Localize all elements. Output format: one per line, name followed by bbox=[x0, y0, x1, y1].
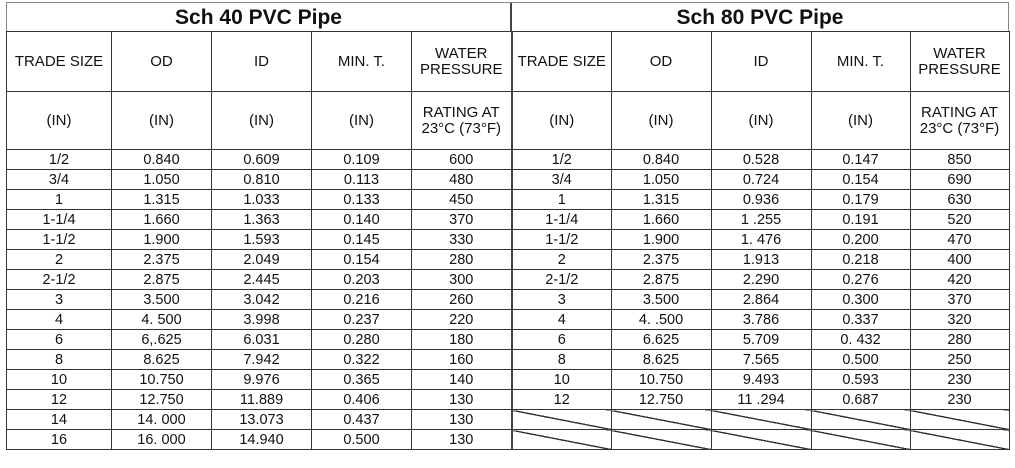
cell-id: 9.493 bbox=[711, 370, 811, 390]
cell-id: 11.889 bbox=[212, 390, 312, 410]
cell-id: 5.709 bbox=[711, 330, 811, 350]
cell-water-pressure: 420 bbox=[910, 270, 1009, 290]
cell-water-pressure: 130 bbox=[412, 390, 512, 410]
cell-id: 1.913 bbox=[711, 250, 811, 270]
cell-id: 1.593 bbox=[212, 230, 312, 250]
cell-id: 2.445 bbox=[212, 270, 312, 290]
cell-trade-size: 4 bbox=[7, 310, 112, 330]
table-row bbox=[512, 350, 1009, 370]
cell-water-pressure: 630 bbox=[910, 190, 1009, 210]
table-row bbox=[7, 250, 512, 270]
cell-id: 2.864 bbox=[711, 290, 811, 310]
cell-od: 12.750 bbox=[112, 390, 212, 410]
cell-min-t: 0.500 bbox=[312, 430, 412, 450]
cell-trade-size: 1-1/4 bbox=[512, 210, 611, 230]
cell-water-pressure: 600 bbox=[412, 150, 512, 170]
cell-water-pressure: 400 bbox=[910, 250, 1009, 270]
cell-min-t: 0.154 bbox=[312, 250, 412, 270]
sch80-title: Sch 80 PVC Pipe bbox=[512, 3, 1009, 32]
cell-water-pressure: 520 bbox=[910, 210, 1009, 230]
table-row bbox=[512, 170, 1009, 190]
cell-od: 1.900 bbox=[112, 230, 212, 250]
empty-hatched-cell bbox=[611, 410, 711, 430]
cell-water-pressure: 260 bbox=[412, 290, 512, 310]
cell-id: 0.609 bbox=[212, 150, 312, 170]
cell-min-t: 0.500 bbox=[811, 350, 910, 370]
cell-water-pressure: 480 bbox=[412, 170, 512, 190]
table-row bbox=[512, 150, 1009, 170]
table-row bbox=[512, 210, 1009, 230]
cell-od: 14. 000 bbox=[112, 410, 212, 430]
cell-min-t: 0.437 bbox=[312, 410, 412, 430]
cell-id: 2.049 bbox=[212, 250, 312, 270]
cell-id: 0.724 bbox=[711, 170, 811, 190]
cell-od: 8.625 bbox=[112, 350, 212, 370]
cell-trade-size: 1-1/4 bbox=[7, 210, 112, 230]
cell-trade-size: 12 bbox=[7, 390, 112, 410]
unit-od: (IN) bbox=[611, 92, 711, 150]
table-row bbox=[512, 270, 1009, 290]
cell-water-pressure: 330 bbox=[412, 230, 512, 250]
header-min-t: MIN. T. bbox=[811, 32, 910, 92]
table-row bbox=[512, 250, 1009, 270]
cell-trade-size: 14 bbox=[7, 410, 112, 430]
cell-id: 0.810 bbox=[212, 170, 312, 190]
cell-trade-size: 1-1/2 bbox=[512, 230, 611, 250]
sch80-table bbox=[511, 31, 1010, 450]
empty-hatched-cell bbox=[910, 410, 1009, 430]
table-row bbox=[7, 210, 512, 230]
table-row bbox=[7, 150, 512, 170]
table-row bbox=[7, 410, 512, 430]
cell-trade-size: 16 bbox=[7, 430, 112, 450]
sch80-units-row bbox=[512, 92, 1009, 150]
header-water-pressure: WATER PRESSURE bbox=[910, 32, 1009, 92]
empty-hatched-cell bbox=[512, 410, 611, 430]
table-row bbox=[7, 170, 512, 190]
cell-trade-size: 1 bbox=[512, 190, 611, 210]
cell-id: 14.940 bbox=[212, 430, 312, 450]
cell-water-pressure: 370 bbox=[910, 290, 1009, 310]
table-row bbox=[512, 230, 1009, 250]
empty-hatched-cell bbox=[811, 430, 910, 450]
header-id: ID bbox=[711, 32, 811, 92]
unit-water-pressure: RATING AT 23°C (73°F) bbox=[412, 92, 512, 150]
empty-hatched-cell bbox=[811, 410, 910, 430]
sch40-header-row bbox=[7, 32, 512, 92]
cell-od: 10.750 bbox=[112, 370, 212, 390]
cell-trade-size: 3 bbox=[512, 290, 611, 310]
cell-min-t: 0.322 bbox=[312, 350, 412, 370]
cell-od: 0.840 bbox=[112, 150, 212, 170]
cell-min-t: 0.133 bbox=[312, 190, 412, 210]
empty-hatched-cell bbox=[910, 430, 1009, 450]
unit-id: (IN) bbox=[212, 92, 312, 150]
cell-od: 1.900 bbox=[611, 230, 711, 250]
empty-hatched-cell bbox=[611, 430, 711, 450]
table-row bbox=[7, 290, 512, 310]
cell-min-t: 0.687 bbox=[811, 390, 910, 410]
cell-trade-size: 1-1/2 bbox=[7, 230, 112, 250]
empty-hatched-cell bbox=[711, 410, 811, 430]
cell-water-pressure: 300 bbox=[412, 270, 512, 290]
cell-od: 1.660 bbox=[112, 210, 212, 230]
cell-trade-size: 2-1/2 bbox=[7, 270, 112, 290]
table-row bbox=[7, 330, 512, 350]
table-row bbox=[512, 430, 1009, 450]
cell-trade-size: 3 bbox=[7, 290, 112, 310]
cell-id: 0.936 bbox=[711, 190, 811, 210]
unit-water-pressure: RATING AT 23°C (73°F) bbox=[910, 92, 1009, 150]
cell-od: 1.050 bbox=[112, 170, 212, 190]
cell-trade-size: 8 bbox=[7, 350, 112, 370]
table-row bbox=[7, 230, 512, 250]
cell-min-t: 0.191 bbox=[811, 210, 910, 230]
table-row bbox=[512, 290, 1009, 310]
cell-min-t: 0.140 bbox=[312, 210, 412, 230]
cell-id: 3.998 bbox=[212, 310, 312, 330]
cell-water-pressure: 690 bbox=[910, 170, 1009, 190]
cell-trade-size: 2 bbox=[7, 250, 112, 270]
table-row bbox=[512, 310, 1009, 330]
table-row bbox=[7, 310, 512, 330]
table-row bbox=[512, 370, 1009, 390]
sch40-title: Sch 40 PVC Pipe bbox=[7, 3, 512, 32]
cell-water-pressure: 250 bbox=[910, 350, 1009, 370]
cell-water-pressure: 450 bbox=[412, 190, 512, 210]
cell-id: 1.033 bbox=[212, 190, 312, 210]
cell-od: 1.660 bbox=[611, 210, 711, 230]
cell-trade-size: 10 bbox=[512, 370, 611, 390]
empty-hatched-cell bbox=[512, 430, 611, 450]
table-row bbox=[7, 190, 512, 210]
cell-od: 8.625 bbox=[611, 350, 711, 370]
cell-water-pressure: 130 bbox=[412, 430, 512, 450]
cell-id: 3.042 bbox=[212, 290, 312, 310]
table-row bbox=[512, 390, 1009, 410]
table-row bbox=[512, 190, 1009, 210]
pvc-pipe-spec-sheet bbox=[6, 2, 1008, 463]
cell-min-t: 0.200 bbox=[811, 230, 910, 250]
cell-od: 6,.625 bbox=[112, 330, 212, 350]
cell-water-pressure: 280 bbox=[412, 250, 512, 270]
cell-od: 0.840 bbox=[611, 150, 711, 170]
cell-water-pressure: 230 bbox=[910, 370, 1009, 390]
cell-water-pressure: 220 bbox=[412, 310, 512, 330]
cell-min-t: 0.179 bbox=[811, 190, 910, 210]
table-row bbox=[7, 350, 512, 370]
cell-trade-size: 1/2 bbox=[7, 150, 112, 170]
cell-trade-size: 2-1/2 bbox=[512, 270, 611, 290]
cell-id: 0.528 bbox=[711, 150, 811, 170]
cell-min-t: 0.113 bbox=[312, 170, 412, 190]
cell-trade-size: 8 bbox=[512, 350, 611, 370]
cell-water-pressure: 230 bbox=[910, 390, 1009, 410]
unit-trade-size: (IN) bbox=[512, 92, 611, 150]
cell-id: 1 .255 bbox=[711, 210, 811, 230]
cell-od: 1.050 bbox=[611, 170, 711, 190]
cell-id: 13.073 bbox=[212, 410, 312, 430]
cell-id: 7.565 bbox=[711, 350, 811, 370]
header-trade-size: TRADE SIZE bbox=[7, 32, 112, 92]
cell-od: 1.315 bbox=[611, 190, 711, 210]
cell-min-t: 0.145 bbox=[312, 230, 412, 250]
cell-id: 2.290 bbox=[711, 270, 811, 290]
table-row bbox=[7, 270, 512, 290]
cell-water-pressure: 180 bbox=[412, 330, 512, 350]
cell-od: 4. .500 bbox=[611, 310, 711, 330]
cell-id: 3.786 bbox=[711, 310, 811, 330]
cell-od: 16. 000 bbox=[112, 430, 212, 450]
cell-water-pressure: 140 bbox=[412, 370, 512, 390]
cell-min-t: 0.154 bbox=[811, 170, 910, 190]
cell-min-t: 0.406 bbox=[312, 390, 412, 410]
cell-min-t: 0.203 bbox=[312, 270, 412, 290]
cell-min-t: 0.109 bbox=[312, 150, 412, 170]
cell-trade-size: 6 bbox=[7, 330, 112, 350]
header-water-pressure: WATER PRESSURE bbox=[412, 32, 512, 92]
cell-trade-size: 6 bbox=[512, 330, 611, 350]
cell-min-t: 0. 432 bbox=[811, 330, 910, 350]
cell-water-pressure: 470 bbox=[910, 230, 1009, 250]
header-od: OD bbox=[112, 32, 212, 92]
cell-id: 1.363 bbox=[212, 210, 312, 230]
unit-min-t: (IN) bbox=[312, 92, 412, 150]
cell-id: 7.942 bbox=[212, 350, 312, 370]
cell-od: 2.875 bbox=[112, 270, 212, 290]
cell-water-pressure: 130 bbox=[412, 410, 512, 430]
header-id: ID bbox=[212, 32, 312, 92]
cell-water-pressure: 320 bbox=[910, 310, 1009, 330]
sch40-units-row bbox=[7, 92, 512, 150]
cell-trade-size: 12 bbox=[512, 390, 611, 410]
cell-trade-size: 3/4 bbox=[7, 170, 112, 190]
cell-id: 11 .294 bbox=[711, 390, 811, 410]
table-row bbox=[512, 330, 1009, 350]
cell-min-t: 0.593 bbox=[811, 370, 910, 390]
cell-min-t: 0.337 bbox=[811, 310, 910, 330]
cell-id: 1. 476 bbox=[711, 230, 811, 250]
cell-water-pressure: 370 bbox=[412, 210, 512, 230]
cell-trade-size: 10 bbox=[7, 370, 112, 390]
cell-trade-size: 2 bbox=[512, 250, 611, 270]
cell-id: 9.976 bbox=[212, 370, 312, 390]
cell-min-t: 0.237 bbox=[312, 310, 412, 330]
cell-water-pressure: 160 bbox=[412, 350, 512, 370]
unit-min-t: (IN) bbox=[811, 92, 910, 150]
cell-id: 6.031 bbox=[212, 330, 312, 350]
cell-min-t: 0.280 bbox=[312, 330, 412, 350]
cell-od: 1.315 bbox=[112, 190, 212, 210]
cell-od: 6.625 bbox=[611, 330, 711, 350]
cell-trade-size: 1/2 bbox=[512, 150, 611, 170]
table-row bbox=[7, 370, 512, 390]
cell-trade-size: 4 bbox=[512, 310, 611, 330]
cell-od: 2.375 bbox=[112, 250, 212, 270]
sch80-header-row bbox=[512, 32, 1009, 92]
empty-hatched-cell bbox=[711, 430, 811, 450]
cell-trade-size: 1 bbox=[7, 190, 112, 210]
table-row bbox=[7, 430, 512, 450]
unit-id: (IN) bbox=[711, 92, 811, 150]
cell-min-t: 0.216 bbox=[312, 290, 412, 310]
table-row bbox=[7, 390, 512, 410]
header-trade-size: TRADE SIZE bbox=[512, 32, 611, 92]
unit-trade-size: (IN) bbox=[7, 92, 112, 150]
sch40-table bbox=[6, 31, 513, 450]
cell-trade-size: 3/4 bbox=[512, 170, 611, 190]
cell-min-t: 0.147 bbox=[811, 150, 910, 170]
cell-od: 3.500 bbox=[611, 290, 711, 310]
title-row bbox=[6, 2, 1009, 32]
unit-od: (IN) bbox=[112, 92, 212, 150]
cell-od: 10.750 bbox=[611, 370, 711, 390]
cell-od: 3.500 bbox=[112, 290, 212, 310]
cell-od: 12.750 bbox=[611, 390, 711, 410]
cell-min-t: 0.276 bbox=[811, 270, 910, 290]
header-od: OD bbox=[611, 32, 711, 92]
cell-od: 2.375 bbox=[611, 250, 711, 270]
cell-water-pressure: 280 bbox=[910, 330, 1009, 350]
cell-od: 2.875 bbox=[611, 270, 711, 290]
table-row bbox=[512, 410, 1009, 430]
header-min-t: MIN. T. bbox=[312, 32, 412, 92]
cell-min-t: 0.365 bbox=[312, 370, 412, 390]
cell-min-t: 0.218 bbox=[811, 250, 910, 270]
cell-min-t: 0.300 bbox=[811, 290, 910, 310]
cell-od: 4. 500 bbox=[112, 310, 212, 330]
cell-water-pressure: 850 bbox=[910, 150, 1009, 170]
